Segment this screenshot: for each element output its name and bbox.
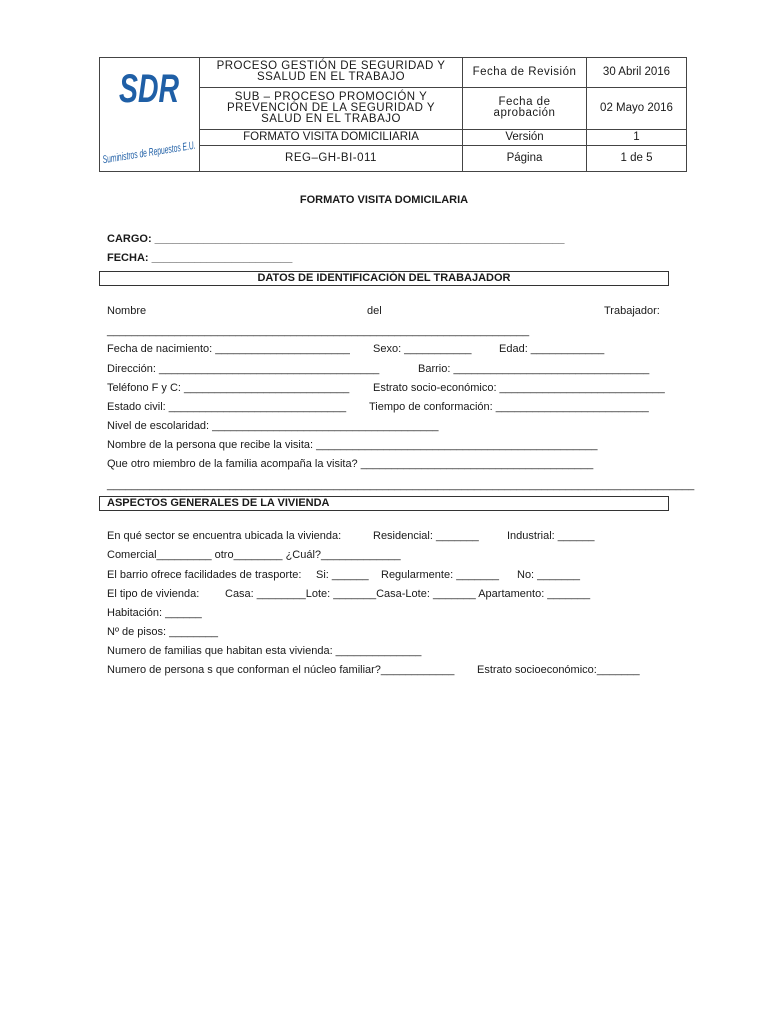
education-level-field[interactable]: Nivel de escolaridad: _____________________________________ — [107, 420, 439, 432]
extra-line-field[interactable]: ________________________________________________________________________________________________ — [107, 479, 695, 491]
household-size-field[interactable]: Numero de persona s que conforman el núcleo familiar?____________ — [107, 664, 455, 676]
company-logo — [100, 58, 255, 172]
floors-field[interactable]: Nº de pisos: ________ — [107, 626, 219, 638]
cargo-field[interactable]: CARGO: ___________________________________________________________________ — [107, 233, 565, 245]
sdr-logo-icon — [100, 58, 255, 168]
subprocess-name-cell: SUB – PROCESO PROMOCIÓN Y PREVENCIÓN DE LA SEGURIDAD Y SALUD EN EL TRABAJO — [200, 87, 463, 130]
housing-type-fields[interactable]: Casa: ________Lote: _______Casa-Lote: _______ Apartamento: _______ — [225, 588, 591, 600]
sector-label: En qué sector se encuentra ubicada la vivienda: — [107, 530, 342, 542]
version-label: Versión — [463, 130, 587, 145]
commercial-field[interactable]: Comercial_________ otro________ ¿Cuál?_____________ — [107, 549, 401, 561]
document-header-table — [99, 57, 687, 172]
fecha-field[interactable]: FECHA: _______________________ — [107, 252, 293, 264]
neighborhood-field[interactable]: Barrio: ________________________________ — [418, 363, 650, 375]
section-identification-header: DATOS DE IDENTIFICACIÓN DEL TRABAJADOR — [99, 271, 669, 286]
family-companion-field[interactable]: Que otro miembro de la familia acompaña la visita? ______________________________________ — [107, 458, 594, 470]
nombre-label-1: Nombre — [107, 305, 147, 317]
svg-text:SDR: SDR — [119, 67, 180, 111]
section-housing-header: ASPECTOS GENERALES DE LA VIVIENDA — [99, 496, 669, 511]
age-field[interactable]: Edad: ____________ — [499, 343, 605, 355]
format-name-cell: FORMATO VISITA DOMICILIARIA — [200, 130, 463, 145]
industrial-field[interactable]: Industrial: ______ — [507, 530, 595, 542]
nombre-field[interactable]: _____________________________________________________________________ — [107, 325, 530, 337]
residential-field[interactable]: Residencial: _______ — [373, 530, 479, 542]
transport-yes-field[interactable]: Si: ______ — [316, 569, 369, 581]
address-field[interactable]: Dirección: ____________________________________ — [107, 363, 380, 375]
document-code-cell: REG–GH-BI-011 — [200, 145, 463, 171]
svg-text:Suministros de Repuestos E.U.: Suministros de Repuestos E.U. — [101, 130, 255, 167]
nombre-label-3: Trabajador: — [604, 305, 660, 317]
version-value: 1 — [587, 130, 687, 145]
nombre-label-2: del — [367, 305, 382, 317]
families-count-field[interactable]: Numero de familias que habitan esta vivienda: ______________ — [107, 645, 422, 657]
transport-label: El barrio ofrece facilidades de trasporte: — [107, 569, 302, 581]
sex-field[interactable]: Sexo: ___________ — [373, 343, 472, 355]
phone-field[interactable]: Teléfono F y C: ___________________________ — [107, 382, 350, 394]
revision-date-label: Fecha de Revisión — [463, 58, 587, 88]
document-title: FORMATO VISITA DOMICILARIA — [299, 194, 469, 206]
housing-type-label: El tipo de vivienda: — [107, 588, 200, 600]
socioeconomic-stratum-field[interactable]: Estrato socio-económico: ___________________________ — [373, 382, 665, 394]
page-value: 1 de 5 — [587, 145, 687, 171]
birthdate-field[interactable]: Fecha de nacimiento: ______________________ — [107, 343, 350, 355]
formation-time-field[interactable]: Tiempo de conformación: _________________________ — [369, 401, 649, 413]
visit-receiver-field[interactable]: Nombre de la persona que recibe la visita: ______________________________________________ — [107, 439, 598, 451]
rooms-field[interactable]: Habitación: ______ — [107, 607, 202, 619]
transport-regular-field[interactable]: Regularmente: _______ — [381, 569, 500, 581]
approval-date-value: 02 Mayo 2016 — [587, 87, 687, 130]
process-name-cell: PROCESO GESTIÓN DE SEGURIDAD Y SSALUD EN EL TRABAJO — [200, 58, 463, 88]
civil-status-field[interactable]: Estado civil: _____________________________ — [107, 401, 347, 413]
housing-stratum-field[interactable]: Estrato socioeconómico:_______ — [477, 664, 640, 676]
page-label: Página — [463, 145, 587, 171]
revision-date-value: 30 Abril 2016 — [587, 58, 687, 88]
transport-no-field[interactable]: No: _______ — [517, 569, 580, 581]
approval-date-label: Fecha de aprobación — [463, 87, 587, 130]
